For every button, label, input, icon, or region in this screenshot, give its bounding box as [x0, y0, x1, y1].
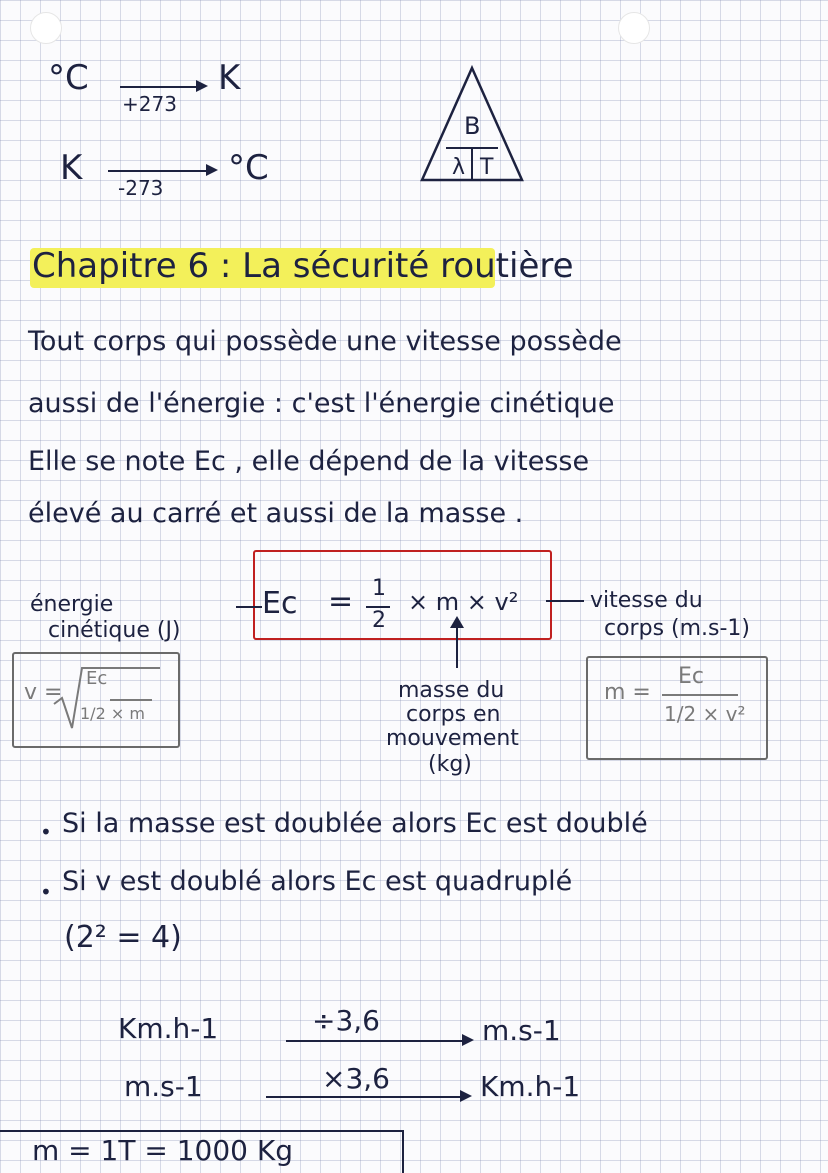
formula-fraction-num: 1: [372, 576, 386, 601]
formula-ec: Ec: [262, 586, 298, 621]
triangle-top-b: B: [464, 112, 481, 140]
conv-row2-arrow-line: [266, 1096, 462, 1098]
kelvin-label: K: [218, 58, 241, 98]
conv-row1-to: m.s-1: [482, 1014, 561, 1047]
paragraph-line-3: Elle se note Ec , elle dépend de la vitesse: [28, 446, 590, 477]
binder-hole-left: [30, 12, 62, 44]
mass-label-line-2: corps en: [406, 702, 501, 727]
bullet-dot-1: •: [40, 820, 52, 844]
paragraph-line-2: aussi de l'énergie : c'est l'énergie cinétique: [28, 388, 615, 419]
speed-formula-den: 1/2 × m: [80, 704, 145, 723]
conv-row2-arrow-head: [460, 1090, 472, 1102]
conv-row1-arrow-line: [286, 1040, 464, 1042]
formula-rest: × m × v²: [408, 588, 519, 616]
mass-arrow-line: [456, 624, 458, 668]
speed-formula-lhs: v =: [24, 680, 63, 705]
conv-row1-from: Km.h-1: [118, 1012, 219, 1045]
bullet-dot-2: •: [40, 880, 52, 904]
bullet-square-note: (2² = 4): [64, 920, 182, 955]
bullet-speed-doubled: Si v est doublé alors Ec est quadruplé: [62, 866, 573, 897]
binder-hole-right: [618, 12, 650, 44]
kelvin-label-2: K: [60, 148, 83, 188]
energy-label-line-2: cinétique (J): [48, 618, 181, 643]
triangle-lambda: λ: [452, 155, 466, 180]
arrow-k-to-c-line: [108, 170, 208, 172]
formula-fraction-den: 2: [372, 608, 386, 633]
mass-formula-bar: [662, 694, 738, 696]
paragraph-line-1: Tout corps qui possède une vitesse possède: [28, 326, 622, 357]
energy-pointer-line: [236, 606, 262, 608]
mass-formula-lhs: m =: [604, 680, 651, 705]
paragraph-line-4: élevé au carré et aussi de la masse .: [28, 498, 524, 529]
conv-row2-op: ×3,6: [322, 1062, 390, 1095]
triangle-t: T: [480, 155, 494, 180]
mass-label-line-1: masse du: [398, 678, 505, 703]
speed-label-line-2: corps (m.s-1): [604, 616, 751, 641]
plus-273-label: +273: [122, 92, 177, 116]
formula-equals: =: [328, 584, 354, 619]
mass-formula-den: 1/2 × v²: [664, 702, 746, 726]
wien-triangle: [418, 64, 526, 186]
mass-arrow-head: [450, 616, 464, 628]
chapter-title: Chapitre 6 : La sécurité routière: [32, 246, 574, 286]
energy-label-line-1: énergie: [30, 592, 114, 617]
mass-conversion-text: m = 1T = 1000 Kg: [32, 1134, 294, 1167]
conv-row1-op: ÷3,6: [312, 1004, 380, 1037]
minus-273-label: -273: [118, 176, 164, 200]
speed-label-line-1: vitesse du: [590, 588, 703, 613]
arrow-c-to-k-head: [196, 80, 208, 92]
bullet-mass-doubled: Si la masse est doublée alors Ec est doublé: [62, 808, 648, 839]
conv-row2-from: m.s-1: [124, 1070, 203, 1103]
speed-formula-num: Ec: [86, 668, 108, 689]
conv-row1-arrow-head: [462, 1034, 474, 1046]
conv-row2-to: Km.h-1: [480, 1070, 581, 1103]
speed-pointer-line: [546, 600, 584, 602]
celsius-label: °C: [48, 58, 89, 98]
celsius-label-2: °C: [228, 148, 269, 188]
mass-label-line-4: (kg): [428, 752, 472, 777]
mass-formula-num: Ec: [678, 664, 704, 689]
arrow-c-to-k-line: [120, 86, 198, 88]
arrow-k-to-c-head: [206, 164, 218, 176]
mass-label-line-3: mouvement: [386, 726, 519, 751]
